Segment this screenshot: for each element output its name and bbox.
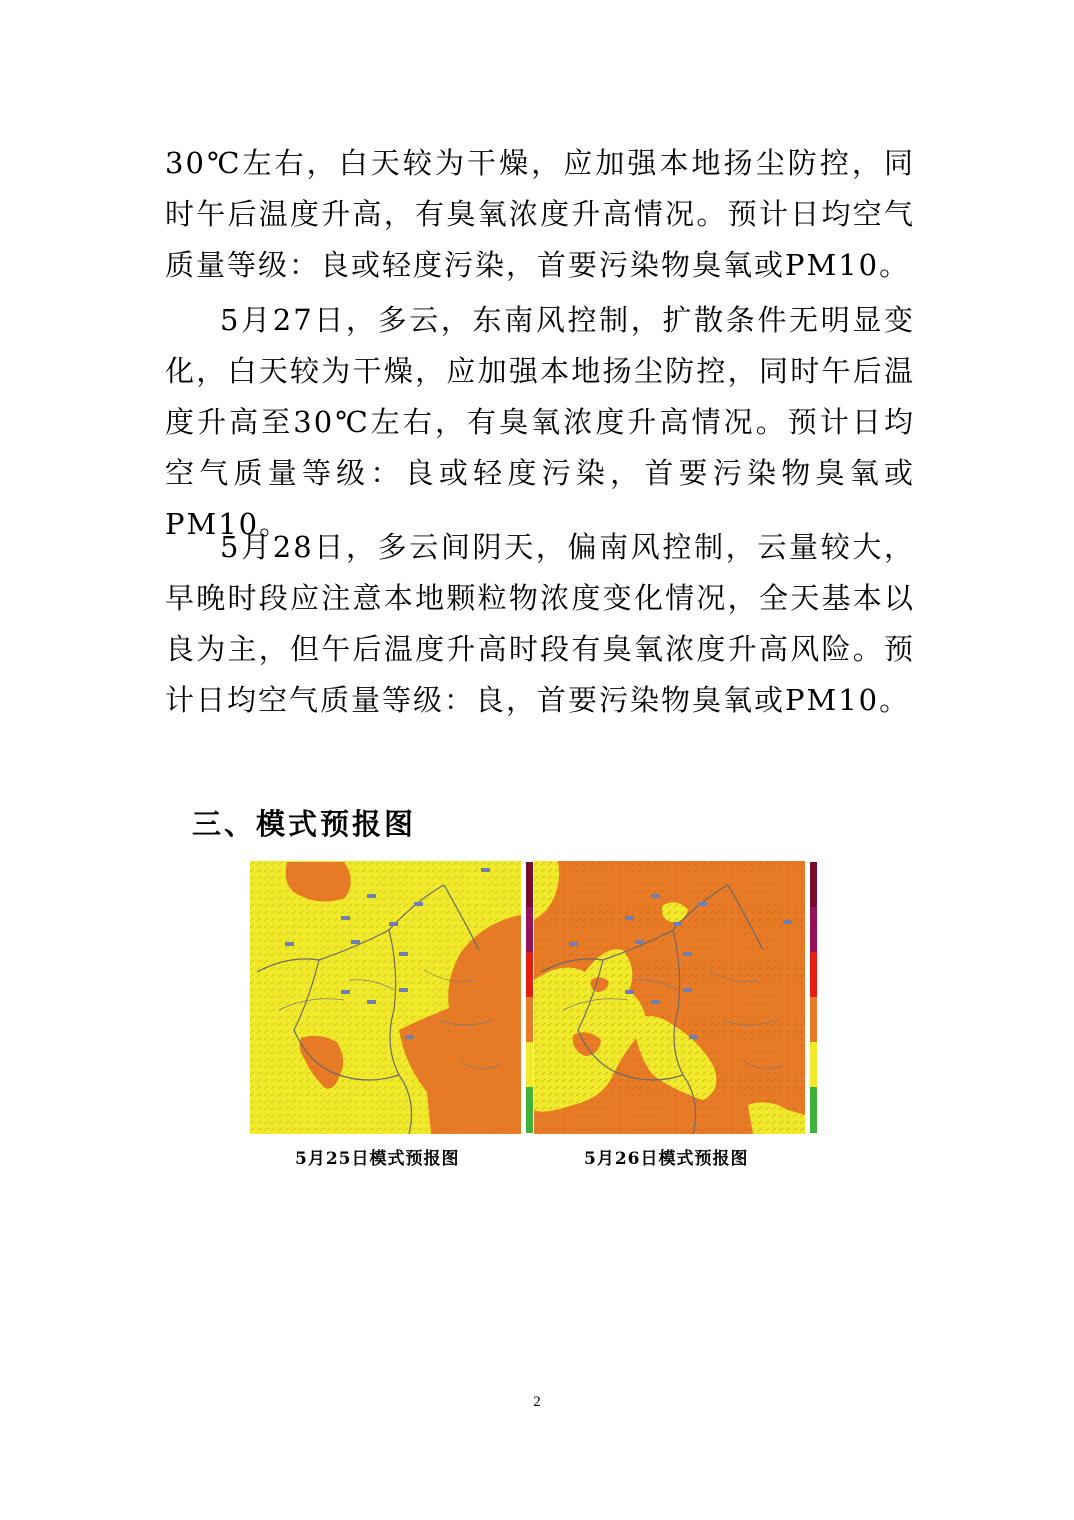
paragraph-may-28: 5月28日，多云间阴天，偏南风控制，云量较大，早晚时段应注意本地颗粒物浓度变化情况，全天基本以良为主，但午后温度升高时段有臭氧浓度升高风险。预计日均空气质量等级：良，首要污染物臭氧或PM10。 [165,530,915,717]
forecast-map-may-26 [533,860,818,1135]
forecast-map-may-25 [249,860,534,1135]
aqi-color-scale [810,862,817,1133]
paragraph-continuation: 30℃左右，白天较为干燥，应加强本地扬尘防控，同时午后温度升高，有臭氧浓度升高情况。预计日均空气质量等级：良或轻度污染，首要污染物臭氧或PM10。 [165,146,915,282]
wind-vectors [250,861,521,1134]
aqi-color-scale [526,862,533,1133]
map-svg-may-26 [533,860,818,1135]
figure-caption-may-25: 5月25日模式预报图 [295,1149,460,1169]
section-heading: 三、模式预报图 [192,807,417,841]
paragraph-may-27: 5月27日，多云，东南风控制，扩散条件无明显变化，白天较为干燥，应加强本地扬尘防控，同时午后温度升高至30℃左右，有臭氧浓度升高情况。预计日均空气质量等级：良或轻度污染，首要污染物臭氧或PM10。 [165,303,915,541]
map-svg-may-25 [249,860,534,1135]
wind-vectors [534,861,805,1134]
figure-caption-may-26: 5月26日模式预报图 [584,1149,749,1169]
page-number: 2 [533,1394,541,1410]
